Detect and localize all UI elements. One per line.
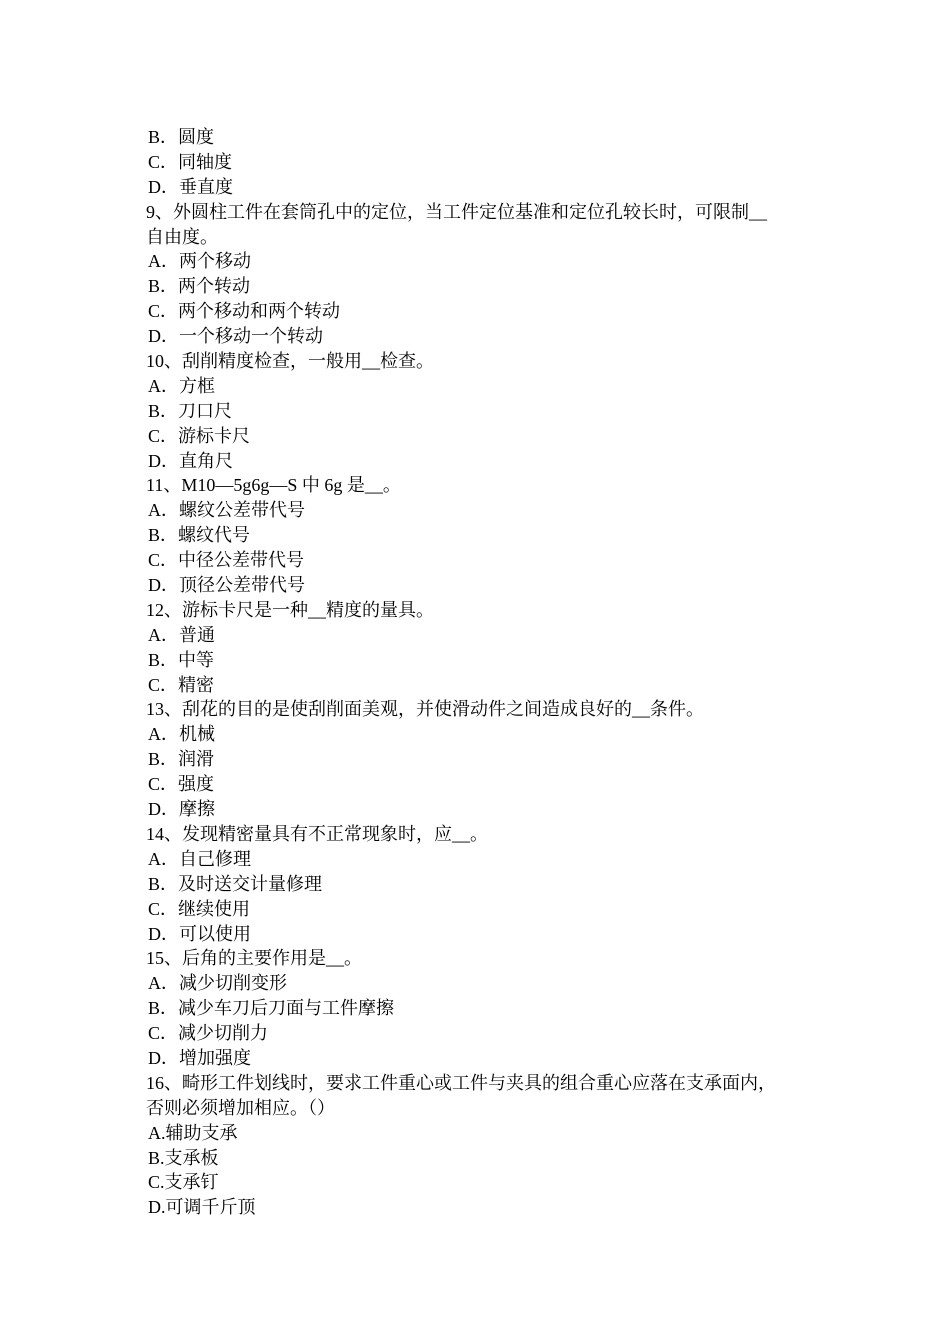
answer-option: B．润滑 (148, 749, 215, 770)
answer-option: B．两个转动 (148, 276, 251, 297)
answer-option: C．精密 (148, 674, 215, 695)
exam-question-list (146, 125, 826, 1220)
question-text: 15、后角的主要作用是__。 (146, 948, 362, 969)
answer-option: B.支承板 (148, 1147, 219, 1168)
answer-option: D．增加强度 (148, 1047, 251, 1068)
answer-option: A．螺纹公差带代号 (148, 500, 305, 521)
answer-option: D．摩擦 (148, 799, 215, 820)
answer-option: A．方框 (148, 375, 215, 396)
answer-option: C．强度 (148, 774, 215, 795)
answer-option: C．游标卡尺 (148, 425, 251, 446)
question-text: 否则必须增加相应。（） (146, 1097, 335, 1118)
answer-option: A．机械 (148, 724, 215, 745)
answer-option: D．可以使用 (148, 923, 251, 944)
answer-option: A．减少切削变形 (148, 973, 287, 994)
question-text: 自由度。 (146, 226, 218, 247)
question-text: 13、刮花的目的是使刮削面美观，并使滑动件之间造成良好的__条件。 (146, 699, 704, 720)
answer-option: B．及时送交计量修理 (148, 873, 323, 894)
answer-option: B．中等 (148, 649, 215, 670)
answer-option: A．普通 (148, 624, 215, 645)
answer-option: C.支承钉 (148, 1172, 219, 1193)
answer-option: B．圆度 (148, 127, 215, 147)
answer-option: C．继续使用 (148, 898, 251, 919)
answer-option: A.辅助支承 (148, 1122, 238, 1143)
question-text: 11、M10—5g6g—S 中 6g 是__。 (146, 475, 401, 496)
question-text: 12、游标卡尺是一种__精度的量具。 (146, 599, 434, 620)
question-text: 10、刮削精度检查，一般用__检查。 (146, 351, 434, 372)
answer-option: D．一个移动一个转动 (148, 326, 323, 347)
answer-option: A．两个移动 (148, 251, 251, 272)
answer-option: D．顶径公差带代号 (148, 575, 305, 596)
answer-option: B．减少车刀后刀面与工件摩擦 (148, 998, 395, 1019)
answer-option: C．中径公差带代号 (148, 550, 305, 571)
answer-option: D．垂直度 (148, 176, 233, 197)
question-text: 9、外圆柱工件在套筒孔中的定位，当工件定位基准和定位孔较长时，可限制__ (146, 201, 767, 222)
answer-option: D.可调千斤顶 (148, 1197, 256, 1218)
answer-option: B．螺纹代号 (148, 525, 251, 546)
answer-option: C．同轴度 (148, 151, 233, 172)
answer-option: B．刀口尺 (148, 400, 233, 421)
answer-option: D．直角尺 (148, 450, 233, 471)
question-text: 16、畸形工件划线时，要求工件重心或工件与夹具的组合重心应落在支承面内， (146, 1072, 776, 1093)
answer-option: A．自己修理 (148, 848, 251, 869)
question-text: 14、发现精密量具有不正常现象时，应__。 (146, 823, 488, 844)
answer-option: C．减少切削力 (148, 1023, 269, 1044)
answer-option: C．两个移动和两个转动 (148, 301, 341, 322)
